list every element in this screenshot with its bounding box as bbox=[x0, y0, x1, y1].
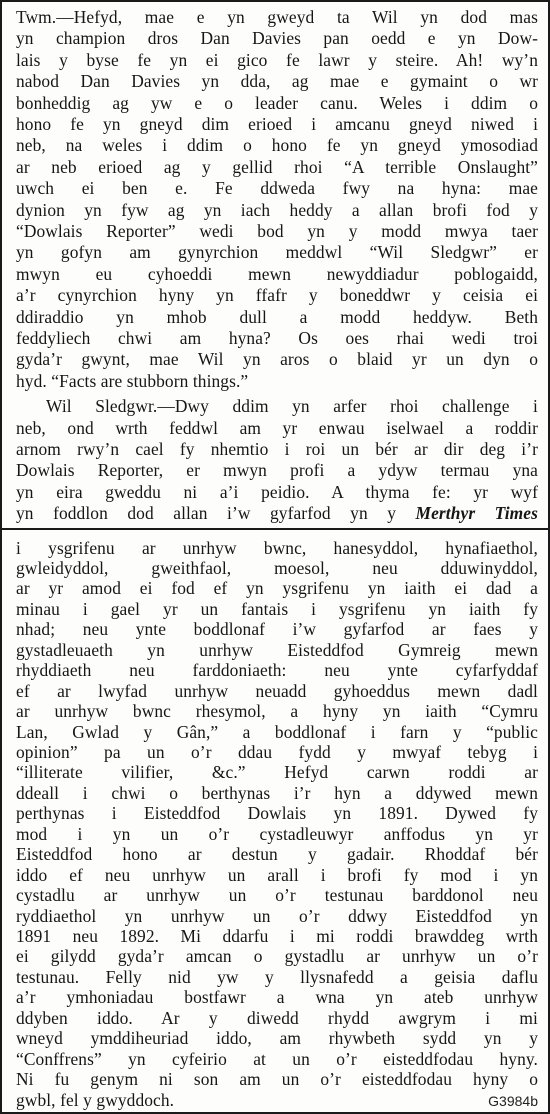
text-line: mod i yn un o’r cystadleuwyr anffodus yn yr bbox=[16, 823, 538, 844]
text-line: dynion yn fyw ag yn iach heddy a allan brofi fod y bbox=[16, 199, 538, 220]
text-line: testunau. Felly nid yw y llysnafedd a geisia daflu bbox=[16, 966, 538, 987]
text-line: hyd. “Facts are stubborn things.” bbox=[16, 370, 249, 391]
text-line: Ni fu genym ni son am un o’r eisteddfodau hyny o bbox=[16, 1069, 538, 1090]
text-line: gystadleuaeth yn unrhyw Eisteddfod Gymreig mewn bbox=[16, 639, 538, 660]
text-line: Lan, Gwlad y Gân,” a boddlonaf i farn y “public bbox=[16, 721, 538, 742]
text-line: ar yr amod ei fod ef yn ysgrifenu yn iaith ei dad a bbox=[16, 578, 538, 599]
text-line: “Conffrens” yn cyfeirio at un o’r eisteddfodau hyny. bbox=[16, 1048, 538, 1069]
text-line: neb, na weles i ddim o hono fe yn gneyd ymosodiad bbox=[16, 135, 538, 156]
text-line: gwbl, fel y gwyddoch. bbox=[16, 1089, 175, 1110]
text-line: minau i gael yr un fantais i ysgrifenu yn iaith fy bbox=[16, 598, 538, 619]
text-line: iddo ef neu unrhyw un arall i brofi fy mod i yn bbox=[16, 864, 538, 885]
newspaper-title: Merthyr Times bbox=[415, 503, 538, 524]
text-line: “illiterate vilifier, &c.” Hefyd carwn roddi ar bbox=[16, 762, 538, 783]
text-line-start: yn foddlon dod allan i’w gyfarfod yn y bbox=[16, 503, 397, 524]
column-divider-rule bbox=[2, 528, 548, 530]
text-line: arnom rwy’n cael fy nhemtio i roi un bér ar dir deg i’r bbox=[16, 439, 538, 459]
text-line: 1891 neu 1892. Mi ddarfu i mi roddi brawddeg wrth bbox=[16, 926, 538, 946]
text-line: “Dowlais Reporter” wedi bod yn y modd mwya taer bbox=[16, 221, 538, 241]
text-line: mwyn eu cyhoeddi mewn newyddiadur poblogaidd, bbox=[16, 263, 538, 284]
reference-code: G3984b bbox=[488, 1092, 538, 1109]
text-line: feddyliech chwi am hyna? Os oes rhai wedi troi bbox=[16, 328, 538, 348]
text-line: neb, ond wrth feddwl am yr enwau iselwael a roddir bbox=[16, 417, 538, 438]
text-line: ar neb erioed ag y gellid rhoi “A terrible Onslaught” bbox=[16, 156, 538, 177]
text-line: ef ar lwyfad unrhyw neuadd gyhoeddus mewn dadl bbox=[16, 680, 538, 701]
text-line: yn champion dros Dan Davies pan oedd e yn Dow- bbox=[16, 28, 538, 49]
text-line: yn eira gweddu ni a’i peidio. A thyma fe: yr wyf bbox=[16, 481, 538, 502]
text-line: rhyddiaeth neu farddoniaeth: neu ynte cyfarfyddaf bbox=[16, 660, 538, 681]
text-line: gyda’r gwynt, mae Wil yn aros o blaid yr un dyn o bbox=[16, 349, 538, 370]
text-line: a’r ymhoniadau bostfawr a wna yn ateb unrhyw bbox=[16, 987, 538, 1008]
text-line: nhad; neu ynte boddlonaf i’w gyfarfod ar faes y bbox=[16, 619, 538, 640]
text-line: yn gofyn am gynyrchion meddwl “Wil Sledgwr” er bbox=[16, 242, 538, 263]
text-line: opinion” pa un o’r ddau fydd y mwyaf tebyg i bbox=[16, 742, 538, 763]
text-line: Eisteddfod hono ar destun y gadair. Rhoddaf bér bbox=[16, 844, 538, 865]
text-line: Wil Sledgwr.—Dwy ddim yn arfer rhoi challenge i bbox=[46, 396, 538, 417]
text-line: ar unrhyw bwnc rhesymol, a hyny yn iaith “Cymru bbox=[16, 701, 538, 722]
text-line: hono fe yn gneyd dim erioed i amcanu gneyd niwed i bbox=[16, 114, 538, 134]
text-line: Twm.—Hefyd, mae e yn gweyd ta Wil yn dod mas bbox=[16, 7, 538, 27]
text-line: ddiraddio yn mhob dull a modd heddyw. Beth bbox=[16, 306, 538, 327]
text-line: gwleidyddol, gweithfaol, moesol, neu dduwinyddol, bbox=[16, 558, 538, 579]
text-line: lais y byse fe yn ei gico fe lawr y steire. Ah! wy’n bbox=[16, 49, 538, 70]
text-line: nabod Dan Davies yn dda, ag mae e gymaint o wr bbox=[16, 71, 538, 92]
text-line: perthynas i Eisteddfod Dowlais yn 1891. Dywed fy bbox=[16, 803, 538, 824]
text-line: ddeall i chwi o berthynas i’r hyn a ddywed mewn bbox=[16, 782, 538, 803]
text-line: cystadlu ar unrhyw un o’r testunau barddonol neu bbox=[16, 885, 538, 906]
text-line: wneyd ymddiheuriad iddo, am rhywbeth sydd yn y bbox=[16, 1028, 538, 1049]
text-line: i ysgrifenu ar unrhyw bwnc, hanesyddol, hynafiaethol, bbox=[16, 537, 538, 558]
text-line: ryddiaethol yn unrhyw un o’r ddwy Eisteddfod yn bbox=[16, 905, 538, 926]
text-line: Dowlais Reporter, er mwyn profi a ydyw termau yna bbox=[16, 460, 538, 481]
text-line: bonheddig ag yw e o leader canu. Weles i ddim o bbox=[16, 92, 538, 113]
text-line: uwch ei ben e. Fe ddweda fwy na hyna: mae bbox=[16, 178, 538, 199]
text-line: a’r cynyrchion hyny yn ffafr y boneddwr y ceisia ei bbox=[16, 285, 538, 306]
text-line: ddyben iddo. Ar y diwedd rhydd awgrym i mi bbox=[16, 1007, 538, 1028]
text-line: ei gilydd gyda’r amcan o gystadlu ar unrhyw un o’r bbox=[16, 946, 538, 967]
text-line-with-title bbox=[16, 502, 538, 524]
